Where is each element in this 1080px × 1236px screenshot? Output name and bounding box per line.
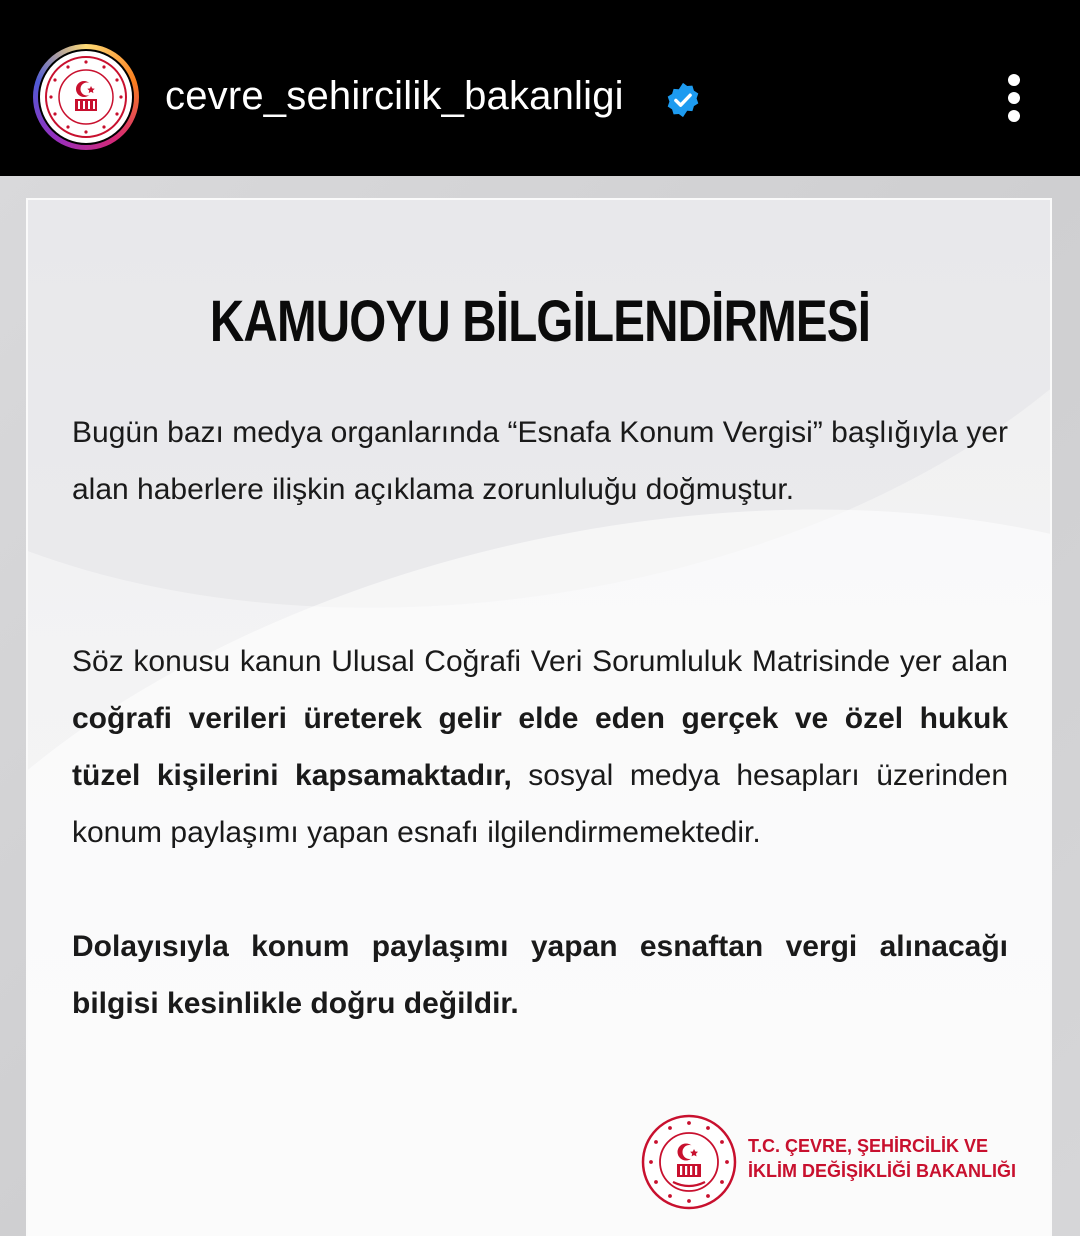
avatar[interactable] — [33, 44, 139, 150]
ministry-seal-icon — [38, 49, 134, 145]
paragraph-scope-text-1: Söz konusu kanun Ulusal Coğrafi Veri Sorumluluk Matrisinde yer alan — [72, 645, 1008, 678]
paragraph-conclusion: Dolayısıyla konum paylaşımı yapan esnaftan vergi alınacağı bilgisi kesinlikle doğru değildir. — [72, 930, 1008, 1020]
paragraph-scope-bold: coğrafi verileri üreterek gelir elde eden gerçek ve özel hukuk tüzel kişilerini kapsamaktadır, — [72, 702, 1008, 792]
more-options-icon[interactable] — [996, 70, 1032, 126]
ministry-name — [748, 1134, 1016, 1184]
ministry-name-line2: İKLİM DEĞİŞİKLİĞİ BAKANLIĞI — [748, 1161, 1016, 1181]
paragraph-intro: Bugün bazı medya organlarında “Esnafa Konum Vergisi” başlığıyla yer alan haberlere ilişkin açıklama zorunluluğu doğmuştur. — [72, 416, 1008, 506]
verified-badge-icon — [664, 81, 702, 119]
ministry-name-line1: T.C. ÇEVRE, ŞEHİRCİLİK VE — [748, 1136, 989, 1156]
ministry-logo-icon — [639, 1112, 739, 1212]
paragraph-scope — [72, 633, 1008, 861]
account-username[interactable]: cevre_sehircilik_bakanligi — [165, 74, 624, 118]
post-header — [0, 0, 1080, 176]
paragraph-scope-text-2: sosyal medya hesapları üzerinden konum paylaşımı yapan esnafı ilgilendirmemektedir. — [72, 759, 1009, 849]
announcement-title: KAMUOYU BİLGİLENDİRMESİ — [209, 289, 871, 354]
